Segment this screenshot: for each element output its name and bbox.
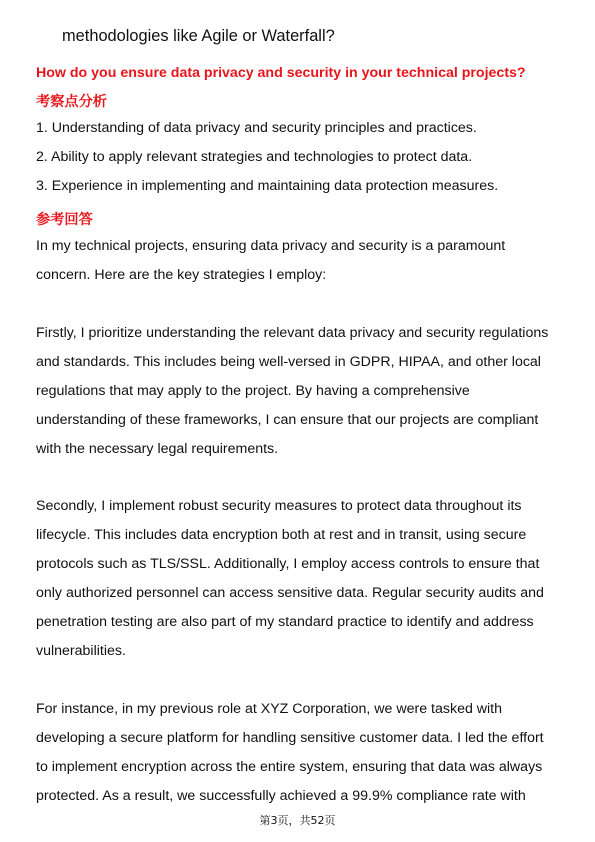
answer-line: only authorized personnel can access sensitive data. Regular security audits and bbox=[36, 585, 544, 601]
answer-line: and standards. This includes being well-versed in GDPR, HIPAA, and other local bbox=[36, 354, 541, 370]
answer-line: to implement encryption across the entire system, ensuring that data was always bbox=[36, 759, 543, 775]
answer-line: Firstly, I prioritize understanding the relevant data privacy and security regulations bbox=[36, 325, 549, 341]
answer-line: For instance, in my previous role at XYZ Corporation, we were tasked with bbox=[36, 701, 503, 717]
analysis-section-label: 考察点分析 bbox=[36, 94, 107, 110]
answer-line: vulnerabilities. bbox=[36, 643, 126, 659]
question-heading: How do you ensure data privacy and security in your technical projects? bbox=[36, 65, 526, 81]
answer-line: with the necessary legal requirements. bbox=[36, 441, 279, 457]
answer-line: penetration testing are also part of my standard practice to identify and address bbox=[36, 614, 534, 630]
answer-line: protocols such as TLS/SSL. Additionally, I employ access controls to ensure that bbox=[36, 556, 540, 572]
answer-section-label: 参考回答 bbox=[36, 212, 93, 228]
analysis-point: 3. Experience in implementing and maintaining data protection measures. bbox=[36, 178, 499, 194]
answer-line: protected. As a result, we successfully achieved a 99.9% compliance rate with bbox=[36, 788, 526, 804]
continued-question-text: methodologies like Agile or Waterfall? bbox=[62, 27, 335, 45]
answer-line: regulations that may apply to the project. By having a comprehensive bbox=[36, 383, 470, 399]
analysis-point: 1. Understanding of data privacy and security principles and practices. bbox=[36, 120, 477, 136]
page-number-footer: 第3页，共52页 bbox=[259, 814, 336, 827]
answer-line: In my technical projects, ensuring data privacy and security is a paramount bbox=[36, 238, 506, 254]
analysis-point: 2. Ability to apply relevant strategies and technologies to protect data. bbox=[36, 149, 473, 165]
answer-line: lifecycle. This includes data encryption both at rest and in transit, using secure bbox=[36, 527, 527, 543]
answer-line: Secondly, I implement robust security measures to protect data throughout its bbox=[36, 498, 522, 514]
answer-line: concern. Here are the key strategies I employ: bbox=[36, 267, 327, 283]
answer-line: developing a secure platform for handling sensitive customer data. I led the effort bbox=[36, 730, 544, 746]
answer-line: understanding of these frameworks, I can ensure that our projects are compliant bbox=[36, 412, 539, 428]
